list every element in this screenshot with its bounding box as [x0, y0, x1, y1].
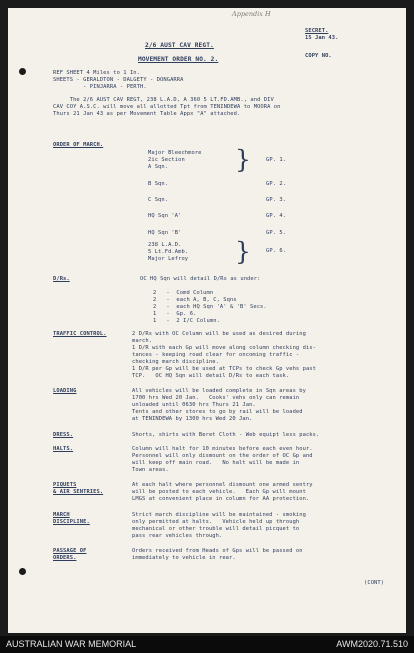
march-unit: Major Bleechmore [148, 150, 202, 156]
traffic-line: 2 D/Rs with OC Column will be used as desired during [132, 331, 306, 337]
march-unit: 238 L.A.D. [148, 242, 182, 248]
loading-line: unloaded until 0630 hrs Thurs 21 Jan. [132, 402, 256, 408]
loading-line: 1700 hrs Wed 20 Jan. Cooks' vehs only can remain [132, 395, 300, 401]
march-unit: Major Lefroy [148, 256, 189, 262]
piquets-line: will be posted to each vehicle. Each Gp will mount [132, 489, 306, 495]
halts-line: Town areas. [132, 467, 169, 473]
traffic-line: 1 D/R with each Gp will move along column checking dis- [132, 345, 316, 351]
march-group: GP. 2. [266, 181, 287, 187]
footer-reference: AWM2020.71.510 [336, 639, 408, 649]
intro-line: Thurs 21 Jan 43 as per Movement Table Appx "A" attached. [53, 111, 241, 117]
march-unit: C Sqn. [148, 197, 169, 203]
map-ref-line: REF SHEET 4 Miles to 1 In. [53, 70, 140, 76]
section-heading-dress: DRESS. [53, 432, 74, 438]
section-heading-passage-of-orders: PASSAGE OF [53, 548, 87, 554]
traffic-line: 1 D/R per Gp will be used at TCPs to check Gp vehs past [132, 366, 316, 372]
march-unit: A Sqn. [148, 164, 169, 170]
drs-intro: OC HQ Sqn will detail D/Rs as under: [140, 276, 261, 282]
section-heading-halts: HALTS. [53, 446, 74, 452]
discipline-line: pass rear vehicles through. [132, 533, 223, 539]
continued-marker: (CONT) [364, 580, 385, 586]
section-heading-drs: D/Rs. [53, 276, 70, 282]
drs-item: 2 - each A, B, C, Sqns [153, 297, 237, 303]
unit-title: 2/6 AUST CAV REGT. [145, 42, 214, 49]
drs-item: 2 - each HQ Sqn 'A' & 'B' Secs. [153, 304, 267, 310]
brace: } [235, 237, 251, 266]
section-heading-order-of-march: ORDER OF MARCH. [53, 142, 104, 148]
intro-line: The 2/6 AUST CAV REGT, 238 L.A.D, A 360 5 LT.FD.AMB., and DIV [53, 97, 274, 103]
document-page [8, 8, 406, 633]
piquets-line: At each halt where personnel dismount one armed sentry [132, 482, 313, 488]
halts-line: Personnel will only dismount on the order of OC Gp and [132, 453, 313, 459]
march-unit: HQ Sqn 'A' [148, 213, 182, 219]
march-unit: B Sqn. [148, 181, 169, 187]
march-group: GP. 4. [266, 213, 287, 219]
passage-line: Orders received from Heads of Gps will be passed on [132, 548, 303, 554]
footer-institution: AUSTRALIAN WAR MEMORIAL [6, 639, 137, 649]
map-ref-line: - PINJARRA - PERTH. [53, 84, 147, 90]
halts-line: will keep off main road. No halt will be made in [132, 460, 300, 466]
traffic-line: checking march discipline. [132, 359, 219, 365]
march-group: GP. 6. [266, 248, 287, 254]
handwritten-annotation: Appendix H [232, 10, 271, 18]
loading-line: Tents and other stores to go by rail will be loaded [132, 409, 303, 415]
classification: SECRET. [305, 28, 329, 34]
march-unit: HQ Sqn 'B' [148, 230, 182, 236]
punch-hole [19, 568, 26, 575]
drs-item: 1 - 2 I/C Column. [153, 318, 220, 324]
discipline-line: mechanical or other trouble will detail picquet to [132, 526, 300, 532]
march-group: GP. 5. [266, 230, 287, 236]
section-heading-piquets: PIQUETS [53, 482, 77, 488]
section-heading-passage-of-orders: ORDERS. [53, 555, 77, 561]
passage-line: immediately to vehicle in rear. [132, 555, 236, 561]
map-ref-line: SHEETS - GERALDTON - DALGETY - DONGARRA [53, 77, 184, 83]
section-heading-march-discipline: DISCIPLINE. [53, 519, 90, 525]
march-unit: 2ic Section [148, 157, 185, 163]
dress-text: Shorts, shirts with Beret Cloth - Web equipt less packs. [132, 432, 320, 438]
drs-item: 1 - Gp. 6. [153, 311, 197, 317]
discipline-line: only permitted at halts. Vehicle held up through [132, 519, 300, 525]
halts-line: Column will halt for 10 minutes before each even hour. [132, 446, 313, 452]
loading-line: All vehicles will be loaded complete in Sqn areas by [132, 388, 306, 394]
piquets-line: LMGS at convenient place in column for AA protection. [132, 496, 310, 502]
intro-line: CAV COY A.S.C. will move all allotted Tpt from TENINDEWA to MOORA on [53, 104, 281, 110]
traffic-line: TCP. OC HQ Sqn will detail D/Rs to each task. [132, 373, 290, 379]
punch-hole [19, 68, 26, 75]
march-group: GP. 1. [266, 157, 287, 163]
brace: } [235, 145, 251, 174]
discipline-line: Strict march discipline will be maintained - smoking [132, 512, 306, 518]
copy-number: COPY NO. [305, 53, 332, 59]
archive-footer [0, 636, 414, 653]
traffic-line: march. [132, 338, 153, 344]
loading-line: at TENINDEWA by 1300 hrs Wed 20 Jan. [132, 416, 253, 422]
march-unit: 5 Lt.Fd.Amb. [148, 249, 189, 255]
section-heading-loading: LOADING [53, 388, 77, 394]
section-heading-piquets: & AIR SENTRIES. [53, 489, 104, 495]
section-heading-march-discipline: MARCH [53, 512, 70, 518]
date-reference: 15 Jan 43. [305, 35, 339, 41]
traffic-line: tances - keeping road clear for oncoming traffic - [132, 352, 300, 358]
section-heading-traffic-control: TRAFFIC CONTROL. [53, 331, 107, 337]
march-group: GP. 3. [266, 197, 287, 203]
order-title: MOVEMENT ORDER NO. 2. [138, 56, 219, 63]
drs-item: 2 - Comd Column [153, 290, 214, 296]
